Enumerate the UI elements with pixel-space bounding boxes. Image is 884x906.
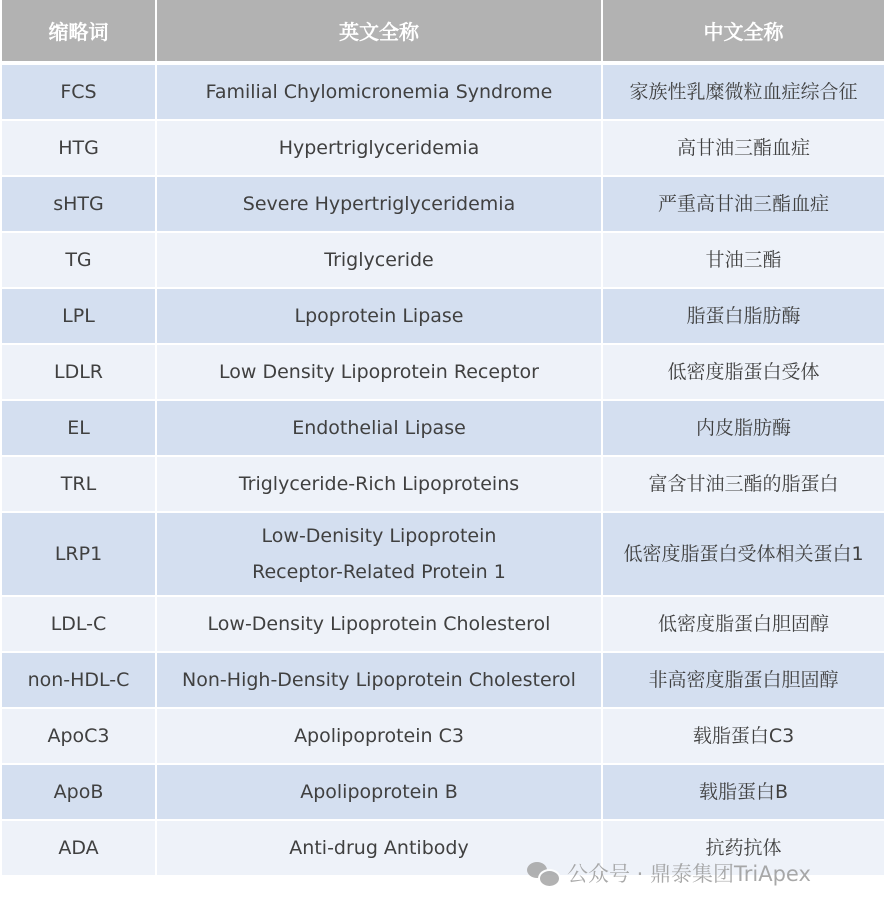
cell-english-name [156, 232, 602, 288]
english-name-line: Low-Denisity Lipoprotein [261, 525, 497, 547]
table-row [1, 596, 884, 652]
cell-chinese-name: 严重高甘油三酯血症 [602, 176, 884, 232]
cell-english-name [156, 456, 602, 512]
cell-english-name [156, 708, 602, 764]
cell-english-name [156, 63, 602, 120]
cell-english-name [156, 400, 602, 456]
cell-chinese-name: 富含甘油三酯的脂蛋白 [602, 456, 884, 512]
header-chinese-name: 中文全称 [602, 0, 884, 63]
cell-chinese-name: 非高密度脂蛋白胆固醇 [602, 652, 884, 708]
table-row [1, 400, 884, 456]
cell-english-name [156, 176, 602, 232]
table-row [1, 344, 884, 400]
table-body [1, 63, 884, 876]
header-abbreviation: 缩略词 [1, 0, 156, 63]
cell-chinese-name: 抗药抗体 [602, 820, 884, 876]
cell-chinese-name: 内皮脂肪酶 [602, 400, 884, 456]
english-name-line: Low Density Lipoprotein Receptor [219, 361, 539, 383]
english-name-line: Non-High-Density Lipoprotein Cholesterol [182, 669, 576, 691]
cell-chinese-name: 脂蛋白脂肪酶 [602, 288, 884, 344]
table-row [1, 63, 884, 120]
english-name-line: Lpoprotein Lipase [294, 305, 464, 327]
cell-abbreviation: non-HDL-C [1, 652, 156, 708]
cell-chinese-name: 低密度脂蛋白胆固醇 [602, 596, 884, 652]
table-row [1, 456, 884, 512]
table-row [1, 288, 884, 344]
cell-abbreviation: HTG [1, 120, 156, 176]
cell-english-name [156, 120, 602, 176]
watermark-text: 公众号 · 鼎泰集团TriApex [567, 862, 811, 886]
table-row [1, 512, 884, 596]
english-name-line: Anti-drug Antibody [289, 837, 469, 859]
cell-chinese-name: 低密度脂蛋白受体相关蛋白1 [602, 512, 884, 596]
watermark [527, 858, 811, 888]
cell-abbreviation: LDL-C [1, 596, 156, 652]
cell-english-name [156, 288, 602, 344]
english-name-line: Triglyceride-Rich Lipoproteins [238, 473, 520, 495]
cell-english-name [156, 652, 602, 708]
table-row [1, 120, 884, 176]
table-row [1, 652, 884, 708]
english-name-line: Triglyceride [324, 249, 434, 271]
cell-abbreviation: TRL [1, 456, 156, 512]
cell-chinese-name: 载脂蛋白B [602, 764, 884, 820]
table-header-row [1, 0, 884, 63]
english-name-line: Low-Density Lipoprotein Cholesterol [207, 613, 551, 635]
english-name-line: Endothelial Lipase [292, 417, 466, 439]
english-name-line: Receptor-Related Protein 1 [252, 561, 506, 583]
cell-chinese-name: 高甘油三酯血症 [602, 120, 884, 176]
english-name-line: Apolipoprotein B [300, 781, 458, 803]
cell-abbreviation: ApoB [1, 764, 156, 820]
cell-abbreviation: ADA [1, 820, 156, 876]
cell-abbreviation: LRP1 [1, 512, 156, 596]
cell-abbreviation: FCS [1, 63, 156, 120]
cell-abbreviation: LPL [1, 288, 156, 344]
table-row [1, 176, 884, 232]
cell-abbreviation: LDLR [1, 344, 156, 400]
cell-english-name [156, 764, 602, 820]
cell-chinese-name: 低密度脂蛋白受体 [602, 344, 884, 400]
cell-chinese-name: 甘油三酯 [602, 232, 884, 288]
english-name-line: Hypertriglyceridemia [278, 137, 480, 159]
table-row [1, 708, 884, 764]
cell-english-name [156, 596, 602, 652]
cell-chinese-name: 载脂蛋白C3 [602, 708, 884, 764]
english-name-line: Apolipoprotein C3 [294, 725, 464, 747]
english-name-line: Familial Chylomicronemia Syndrome [205, 81, 553, 103]
cell-abbreviation: sHTG [1, 176, 156, 232]
cell-english-name [156, 512, 602, 596]
table-row [1, 232, 884, 288]
english-name-line: Severe Hypertriglyceridemia [242, 193, 516, 215]
wechat-icon [527, 860, 559, 886]
cell-english-name [156, 344, 602, 400]
cell-abbreviation: ApoC3 [1, 708, 156, 764]
header-english-name: 英文全称 [156, 0, 602, 63]
cell-chinese-name: 家族性乳糜微粒血症综合征 [602, 63, 884, 120]
cell-abbreviation: EL [1, 400, 156, 456]
cell-abbreviation: TG [1, 232, 156, 288]
table-row [1, 764, 884, 820]
